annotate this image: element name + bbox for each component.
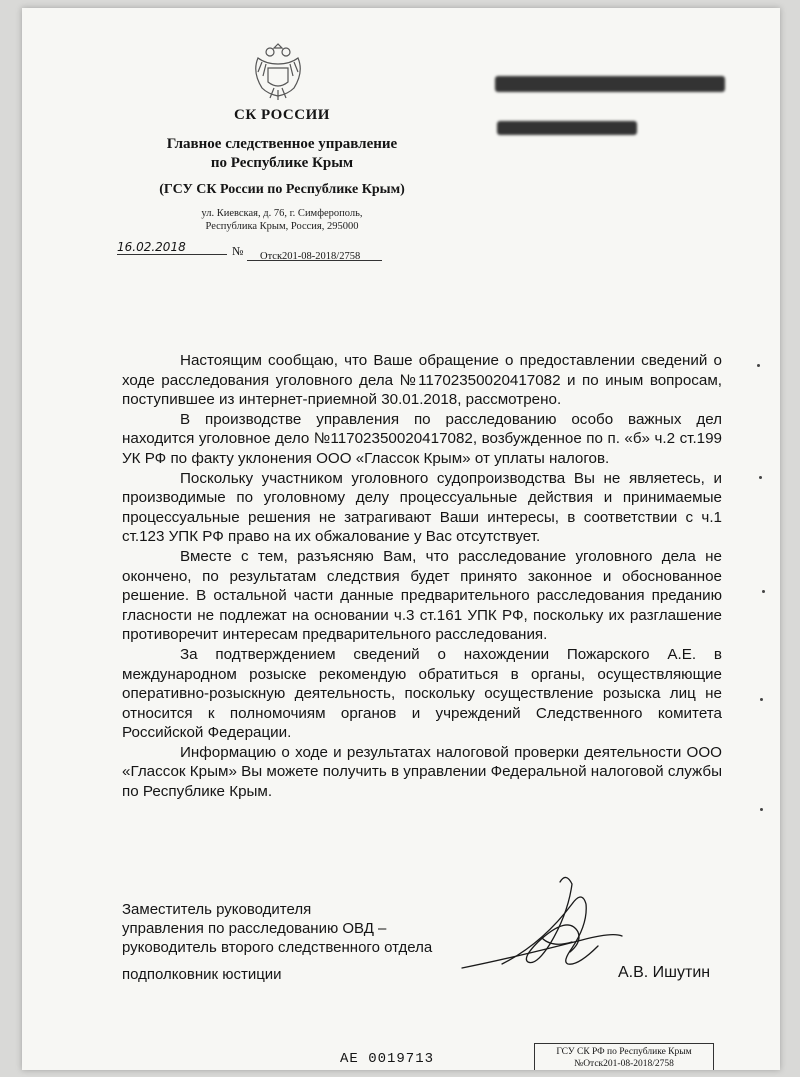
- form-serial-number: АЕ 0019713: [340, 1051, 435, 1067]
- signer-title-line3: руководитель второго следственного отдела: [122, 939, 433, 956]
- stamp-line2: №Отск201-08-2018/2758: [574, 1059, 674, 1069]
- signer-name: А.В. Ишутин: [618, 964, 711, 981]
- letter-page: [22, 8, 780, 1070]
- paragraph-4: Вместе с тем, разъясняю Вам, что расследование уголовного дела не окончено, по результатам следствия будет принято законное и обоснованное решение. В остальной части данные предварительного расследования преданию гласности не подлежат на основании ч.3 ст.161 УПК РФ, поскольку их разглашение противоречит интересам предварительного расследования.: [122, 547, 722, 644]
- scan-speck: [757, 364, 760, 367]
- paragraph-5: За подтверждением сведений о нахождении Пожарского А.Е. в международном розыске рекомендую обратиться в органы, осуществляющие оперативно-розыскную деятельность, поскольку осуществление розыска лиц не относится к полномочиям органов и учреждений Следственного комитета Российской Федерации.: [122, 645, 722, 742]
- letter-body: [122, 351, 722, 802]
- signer-title-line1: Заместитель руководителя: [122, 901, 312, 918]
- stamp-line1: ГСУ СК РФ по Республике Крым: [556, 1047, 692, 1057]
- paragraph-3: Поскольку участником уголовного судопроизводства Вы не являетесь, и производимые по уголовному делу процессуальные действия и принимаемые процессуальные решения не затрагивают Ваши интересы, в соответствии с ч.1 ст.123 УПК РФ право на их обжалование у Вас отсутствует.: [122, 469, 722, 546]
- number-label: №: [232, 244, 244, 258]
- outgoing-number: Отск201-08-2018/2758: [260, 251, 361, 262]
- scan-speck: [759, 476, 762, 479]
- scan-speck: [760, 698, 763, 701]
- registration-stamp: [534, 1043, 714, 1070]
- redacted-recipient-line2: [497, 121, 637, 135]
- address-line1: ул. Киевская, д. 76, г. Симферополь,: [201, 208, 363, 219]
- signer-title-line2: управления по расследованию ОВД –: [122, 920, 387, 937]
- coat-of-arms-icon: [250, 38, 306, 104]
- number-underline: [247, 260, 382, 261]
- department-abbreviation: (ГСУ СК России по Республике Крым): [159, 182, 405, 197]
- department-name-line2: по Республике Крым: [210, 155, 354, 171]
- signer-rank: подполковник юстиции: [122, 966, 282, 983]
- organization-name: СК РОССИИ: [234, 107, 330, 123]
- scan-speck: [760, 808, 763, 811]
- department-name-line1: Главное следственное управление: [166, 136, 398, 152]
- letter-date: 16.02.2018: [117, 240, 186, 254]
- address-line2: Республика Крым, Россия, 295000: [205, 221, 359, 232]
- date-underline: [117, 254, 227, 255]
- redacted-recipient-line1: [495, 76, 725, 92]
- paragraph-6: Информацию о ходе и результатах налоговой проверки деятельности ООО «Глассок Крым» Вы можете получить в управлении Федеральной налоговой службы по Республике Крым.: [122, 743, 722, 801]
- handwritten-signature: [442, 868, 642, 988]
- scan-speck: [762, 590, 765, 593]
- paragraph-1: Настоящим сообщаю, что Ваше обращение о предоставлении сведений о ходе расследования уголовного дела №11702350020417082 и по иным вопросам, поступившее из интернет-приемной 30.01.2018, рассмотрено.: [122, 352, 722, 409]
- paragraph-2: В производстве управления по расследованию особо важных дел находится уголовное дело №11702350020417082, возбужденное по п. «б» ч.2 ст.199 УК РФ по факту уклонения ООО «Глассок Крым» от уплаты налогов.: [122, 410, 722, 467]
